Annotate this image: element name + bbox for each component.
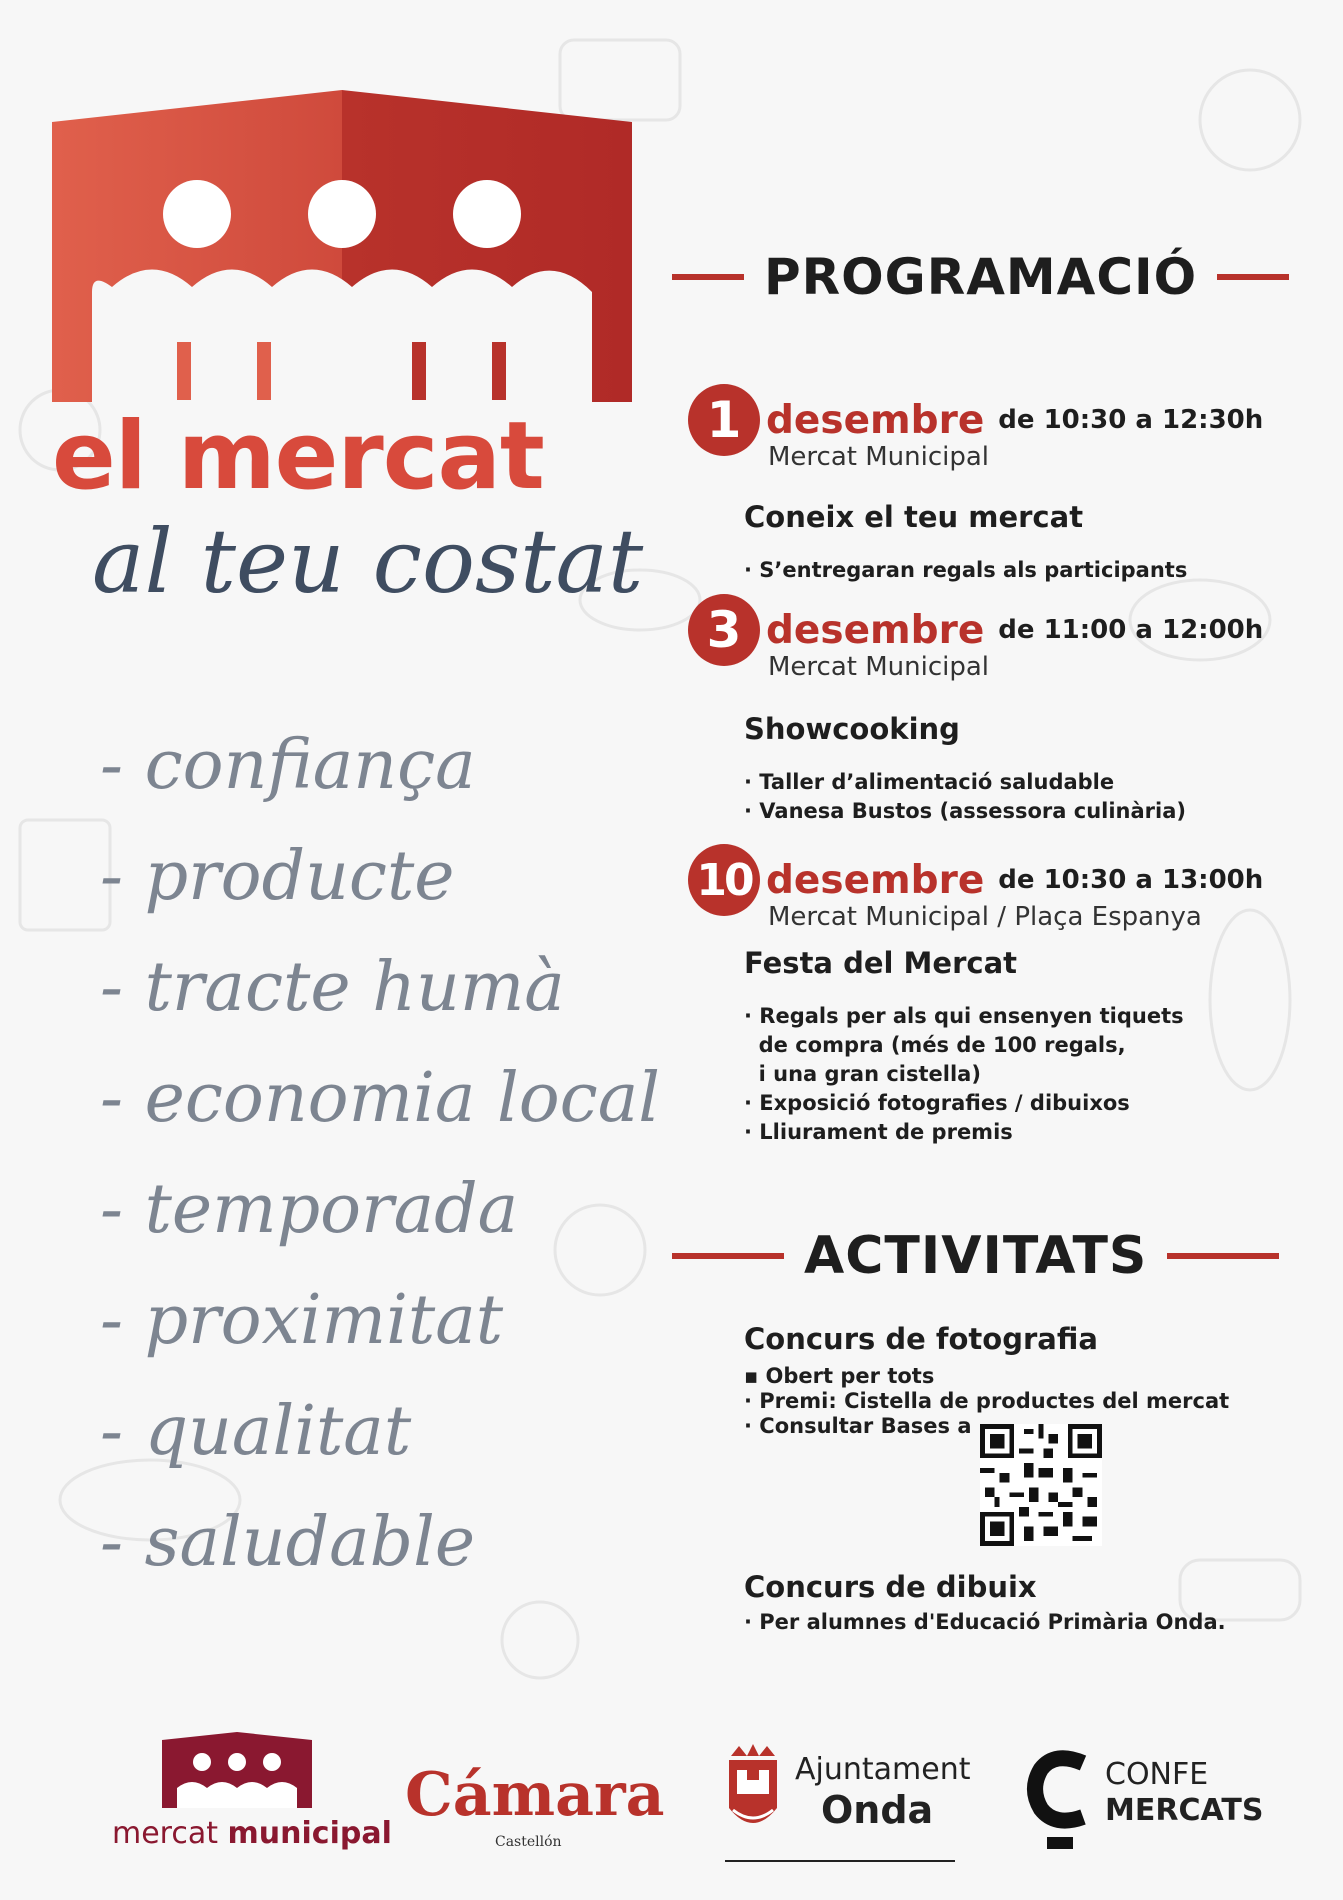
mercat-word: mercat (112, 1816, 218, 1851)
event-day-badge: 1 (688, 384, 760, 456)
event-time: de 10:30 a 12:30h (998, 405, 1264, 435)
bases-qr-code[interactable] (980, 1424, 1102, 1546)
value-item: - tracte humà (100, 948, 565, 1027)
onda-underline (725, 1860, 955, 1862)
activity-bullets (744, 1610, 1304, 1635)
confemercats-logo (1025, 1745, 1264, 1870)
event-bullet: · Regals per als qui ensenyen tiquets (744, 1004, 1184, 1028)
mercat-municipal-mark (162, 1730, 312, 1810)
logo-title-el-mercat: el mercat (52, 402, 544, 511)
value-item: - economia local (100, 1059, 661, 1138)
event-place: Mercat Municipal (768, 652, 990, 682)
activity-concurs-dibuix (744, 1570, 1304, 1635)
event-bullet: · S’entregaran regals als participants (744, 558, 1188, 582)
camara-castellon-logo (405, 1760, 665, 1850)
value-item: - temporada (100, 1170, 519, 1249)
programacio-label: PROGRAMACIÓ (764, 248, 1198, 306)
onda-coat-of-arms-icon (725, 1742, 781, 1838)
mercat-municipal-logo (112, 1730, 392, 1851)
event-month: desembre (766, 397, 985, 443)
value-item: - producte (100, 837, 455, 916)
activitats-heading (672, 1226, 1298, 1286)
programacio-heading (672, 248, 1298, 306)
activity-concurs-fotografia (744, 1322, 1304, 1439)
camara-subtitle: Castellón (495, 1834, 562, 1850)
confemercats-c-icon (1025, 1745, 1095, 1860)
event-10 (688, 844, 1308, 1147)
value-item: - confiança (100, 726, 476, 805)
ajuntament-text: Ajuntament (795, 1752, 971, 1787)
event-bullet: i una gran cistella) (744, 1062, 981, 1086)
heading-rule (1167, 1253, 1279, 1259)
mercat-municipal-text (112, 1816, 392, 1851)
activity-bullet: · Consultar Bases a (744, 1414, 972, 1438)
event-bullets (744, 1002, 1308, 1147)
event-title: Festa del Mercat (744, 946, 1018, 980)
event-place: Mercat Municipal / Plaça Espanya (768, 902, 1202, 932)
event-1 (688, 384, 1308, 585)
activity-bullet: · Premi: Cistella de productes del mercat (744, 1389, 1230, 1413)
activitats-label: ACTIVITATS (804, 1226, 1148, 1286)
event-bullets (744, 768, 1308, 826)
activity-title: Concurs de dibuix (744, 1570, 1037, 1604)
onda-text: Onda (821, 1788, 934, 1832)
el-mercat-logo-mark (52, 82, 632, 412)
event-month: desembre (766, 857, 985, 903)
heading-rule (672, 1253, 784, 1259)
municipal-word: municipal (227, 1816, 392, 1851)
event-title: Coneix el teu mercat (744, 500, 1084, 534)
value-item: - qualitat (100, 1392, 412, 1471)
event-3 (688, 594, 1308, 826)
event-bullet: · Taller d’alimentació saludable (744, 770, 1115, 794)
heading-rule (672, 274, 744, 280)
event-bullet: · Lliurament de premis (744, 1120, 1013, 1144)
camara-word: Cámara (405, 1760, 665, 1830)
values-list (100, 710, 660, 1598)
activity-bullet: · Per alumnes d'Educació Primària Onda. (744, 1610, 1226, 1634)
activity-bullet: ▪ Obert per tots (744, 1364, 935, 1388)
event-month: desembre (766, 607, 985, 653)
event-time: de 10:30 a 13:00h (998, 865, 1264, 895)
event-bullet: · Vanesa Bustos (assessora culinària) (744, 799, 1186, 823)
event-place: Mercat Municipal (768, 442, 990, 472)
value-item: - proximitat (100, 1281, 504, 1360)
event-bullet: de compra (més de 100 regals, (744, 1033, 1126, 1057)
logo-subtitle-al-teu-costat: al teu costat (92, 510, 644, 613)
ajuntament-onda-logo (725, 1740, 971, 1865)
value-item: - saludable (100, 1503, 476, 1582)
event-title: Showcooking (744, 712, 960, 746)
mercats-text: MERCATS (1105, 1793, 1264, 1828)
event-day-badge: 10 (688, 844, 760, 916)
sponsor-logos (0, 1720, 1343, 1870)
event-time: de 11:00 a 12:00h (998, 615, 1264, 645)
event-day-badge: 3 (688, 594, 760, 666)
heading-rule (1217, 274, 1289, 280)
event-bullets (744, 556, 1308, 585)
event-bullet: · Exposició fotografies / dibuixos (744, 1091, 1130, 1115)
activity-title: Concurs de fotografia (744, 1322, 1098, 1356)
confe-text: CONFE (1105, 1757, 1209, 1792)
